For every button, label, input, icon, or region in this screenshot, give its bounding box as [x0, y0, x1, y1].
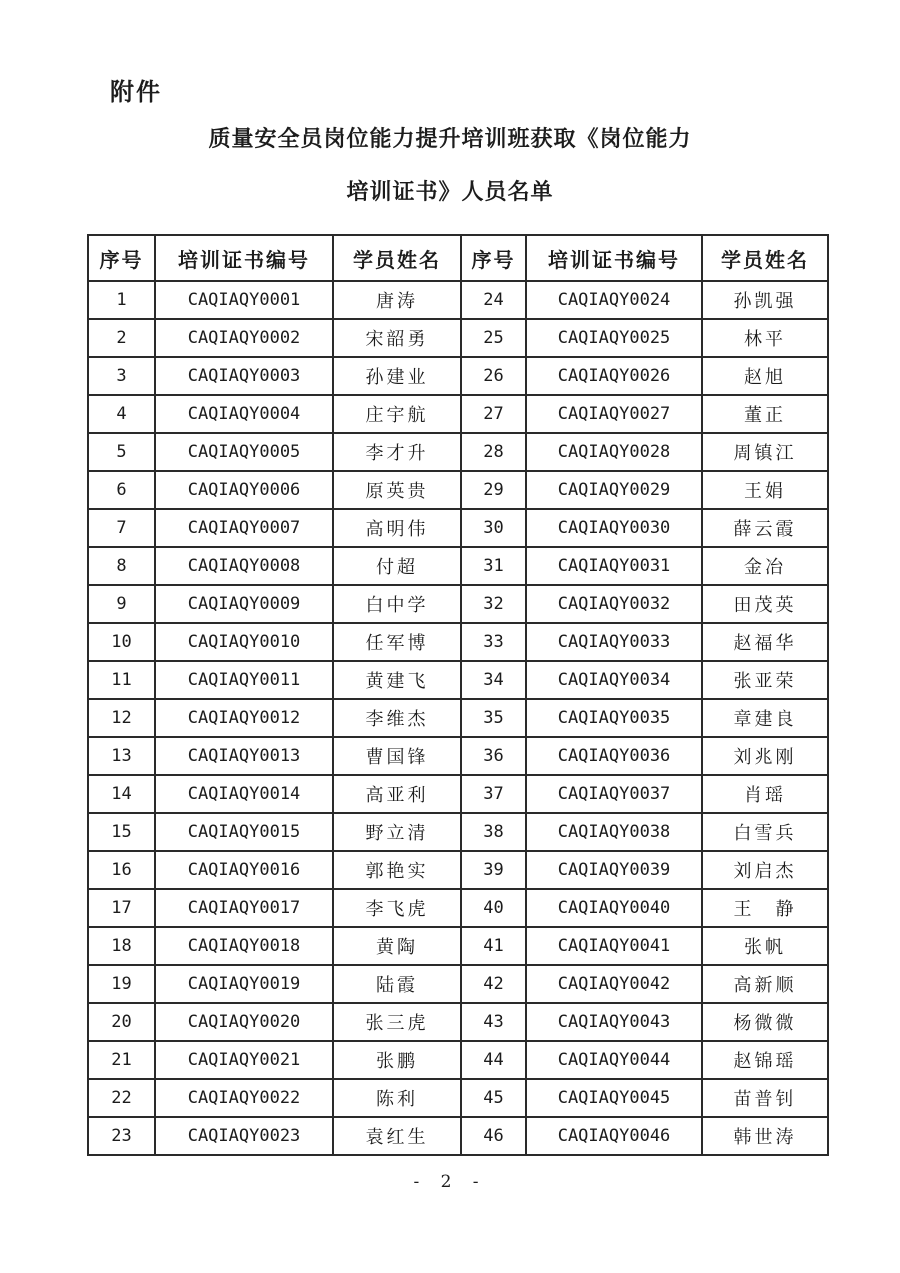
name-cell-right: 周镇江: [702, 433, 828, 471]
name-cell-right: 刘兆刚: [702, 737, 828, 775]
name-cell-left: 高亚利: [333, 775, 461, 813]
name-cell-right: 高新顺: [702, 965, 828, 1003]
certificate-cell-left: CAQIAQY0005: [155, 433, 333, 471]
certificate-cell-left: CAQIAQY0023: [155, 1117, 333, 1155]
serial-cell-left: 13: [88, 737, 155, 775]
certificate-cell-left: CAQIAQY0017: [155, 889, 333, 927]
table-row: [88, 433, 828, 471]
certificate-cell-left: CAQIAQY0019: [155, 965, 333, 1003]
table-row: [88, 699, 828, 737]
certificate-cell-right: CAQIAQY0038: [526, 813, 702, 851]
table-row: [88, 965, 828, 1003]
certificate-cell-left: CAQIAQY0001: [155, 281, 333, 319]
serial-cell-right: 40: [461, 889, 526, 927]
serial-cell-left: 6: [88, 471, 155, 509]
column-header-certificate-left: 培训证书编号: [155, 235, 333, 281]
name-cell-right: 韩世涛: [702, 1117, 828, 1155]
certificate-cell-left: CAQIAQY0010: [155, 623, 333, 661]
certificate-cell-right: CAQIAQY0037: [526, 775, 702, 813]
page-number: - 2 -: [413, 1172, 487, 1192]
attachment-label: 附件: [110, 79, 162, 106]
serial-cell-left: 1: [88, 281, 155, 319]
certificate-cell-right: CAQIAQY0043: [526, 1003, 702, 1041]
serial-cell-left: 16: [88, 851, 155, 889]
name-cell-left: 高明伟: [333, 509, 461, 547]
certificate-cell-left: CAQIAQY0008: [155, 547, 333, 585]
serial-cell-right: 27: [461, 395, 526, 433]
serial-cell-right: 29: [461, 471, 526, 509]
table-row: [88, 281, 828, 319]
name-cell-left: 黄建飞: [333, 661, 461, 699]
name-cell-left: 庄宇航: [333, 395, 461, 433]
roster-table: [87, 234, 829, 1156]
name-cell-right: 张帆: [702, 927, 828, 965]
name-cell-right: 王娟: [702, 471, 828, 509]
table-row: [88, 1079, 828, 1117]
certificate-cell-left: CAQIAQY0015: [155, 813, 333, 851]
certificate-cell-right: CAQIAQY0033: [526, 623, 702, 661]
name-cell-right: 董正: [702, 395, 828, 433]
serial-cell-left: 9: [88, 585, 155, 623]
name-cell-right: 苗普钊: [702, 1079, 828, 1117]
column-header-name-left: 学员姓名: [333, 235, 461, 281]
serial-cell-right: 31: [461, 547, 526, 585]
serial-cell-right: 41: [461, 927, 526, 965]
serial-cell-right: 44: [461, 1041, 526, 1079]
table-row: [88, 889, 828, 927]
name-cell-right: 白雪兵: [702, 813, 828, 851]
certificate-cell-right: CAQIAQY0030: [526, 509, 702, 547]
name-cell-right: 章建良: [702, 699, 828, 737]
serial-cell-left: 14: [88, 775, 155, 813]
serial-cell-left: 3: [88, 357, 155, 395]
serial-cell-left: 12: [88, 699, 155, 737]
name-cell-right: 刘启杰: [702, 851, 828, 889]
serial-cell-left: 11: [88, 661, 155, 699]
name-cell-left: 郭艳实: [333, 851, 461, 889]
serial-cell-left: 17: [88, 889, 155, 927]
serial-cell-right: 26: [461, 357, 526, 395]
name-cell-left: 李飞虎: [333, 889, 461, 927]
name-cell-left: 孙建业: [333, 357, 461, 395]
name-cell-left: 黄陶: [333, 927, 461, 965]
serial-cell-right: 28: [461, 433, 526, 471]
name-cell-right: 林平: [702, 319, 828, 357]
certificate-cell-right: CAQIAQY0046: [526, 1117, 702, 1155]
table-row: [88, 471, 828, 509]
table-row: [88, 585, 828, 623]
serial-cell-right: 30: [461, 509, 526, 547]
name-cell-left: 张鹏: [333, 1041, 461, 1079]
table-row: [88, 623, 828, 661]
table-row: [88, 547, 828, 585]
name-cell-left: 陈利: [333, 1079, 461, 1117]
name-cell-left: 付超: [333, 547, 461, 585]
table-row: [88, 737, 828, 775]
name-cell-left: 曹国锋: [333, 737, 461, 775]
table-row: [88, 813, 828, 851]
certificate-cell-left: CAQIAQY0020: [155, 1003, 333, 1041]
serial-cell-right: 45: [461, 1079, 526, 1117]
roster-table-body: [88, 281, 828, 1155]
serial-cell-right: 35: [461, 699, 526, 737]
certificate-cell-left: CAQIAQY0006: [155, 471, 333, 509]
certificate-cell-left: CAQIAQY0009: [155, 585, 333, 623]
certificate-cell-right: CAQIAQY0028: [526, 433, 702, 471]
serial-cell-right: 37: [461, 775, 526, 813]
column-header-serial-right: 序号: [461, 235, 526, 281]
certificate-cell-left: CAQIAQY0022: [155, 1079, 333, 1117]
table-row: [88, 509, 828, 547]
certificate-cell-left: CAQIAQY0003: [155, 357, 333, 395]
certificate-cell-right: CAQIAQY0041: [526, 927, 702, 965]
serial-cell-left: 10: [88, 623, 155, 661]
serial-cell-left: 4: [88, 395, 155, 433]
certificate-cell-left: CAQIAQY0018: [155, 927, 333, 965]
serial-cell-left: 19: [88, 965, 155, 1003]
certificate-cell-right: CAQIAQY0044: [526, 1041, 702, 1079]
name-cell-right: 金冶: [702, 547, 828, 585]
name-cell-right: 张亚荣: [702, 661, 828, 699]
certificate-cell-left: CAQIAQY0012: [155, 699, 333, 737]
certificate-cell-left: CAQIAQY0007: [155, 509, 333, 547]
table-row: [88, 775, 828, 813]
table-row: [88, 357, 828, 395]
name-cell-left: 张三虎: [333, 1003, 461, 1041]
name-cell-right: 田茂英: [702, 585, 828, 623]
name-cell-left: 野立清: [333, 813, 461, 851]
name-cell-left: 李维杰: [333, 699, 461, 737]
certificate-cell-left: CAQIAQY0016: [155, 851, 333, 889]
serial-cell-right: 46: [461, 1117, 526, 1155]
column-header-serial-left: 序号: [88, 235, 155, 281]
certificate-cell-right: CAQIAQY0031: [526, 547, 702, 585]
serial-cell-right: 34: [461, 661, 526, 699]
name-cell-left: 唐涛: [333, 281, 461, 319]
serial-cell-right: 36: [461, 737, 526, 775]
serial-cell-left: 22: [88, 1079, 155, 1117]
certificate-cell-right: CAQIAQY0035: [526, 699, 702, 737]
name-cell-right: 薛云霞: [702, 509, 828, 547]
certificate-cell-right: CAQIAQY0045: [526, 1079, 702, 1117]
serial-cell-left: 5: [88, 433, 155, 471]
name-cell-right: 赵锦瑶: [702, 1041, 828, 1079]
name-cell-right: 赵旭: [702, 357, 828, 395]
table-row: [88, 927, 828, 965]
table-row: [88, 1003, 828, 1041]
name-cell-right: 赵福华: [702, 623, 828, 661]
certificate-cell-right: CAQIAQY0029: [526, 471, 702, 509]
roster-table-header: [88, 235, 828, 281]
table-row: [88, 395, 828, 433]
name-cell-left: 袁红生: [333, 1117, 461, 1155]
name-cell-left: 任军博: [333, 623, 461, 661]
document-title-line-1: 质量安全员岗位能力提升培训班获取《岗位能力: [208, 126, 692, 151]
certificate-cell-right: CAQIAQY0042: [526, 965, 702, 1003]
certificate-cell-right: CAQIAQY0025: [526, 319, 702, 357]
certificate-cell-right: CAQIAQY0026: [526, 357, 702, 395]
document-title: [0, 124, 900, 207]
name-cell-right: 孙凯强: [702, 281, 828, 319]
certificate-cell-left: CAQIAQY0004: [155, 395, 333, 433]
name-cell-right: 杨微微: [702, 1003, 828, 1041]
certificate-cell-left: CAQIAQY0011: [155, 661, 333, 699]
table-row: [88, 319, 828, 357]
column-header-name-right: 学员姓名: [702, 235, 828, 281]
serial-cell-left: 23: [88, 1117, 155, 1155]
column-header-certificate-right: 培训证书编号: [526, 235, 702, 281]
serial-cell-right: 24: [461, 281, 526, 319]
table-row: [88, 1041, 828, 1079]
serial-cell-left: 2: [88, 319, 155, 357]
serial-cell-right: 33: [461, 623, 526, 661]
serial-cell-left: 20: [88, 1003, 155, 1041]
name-cell-left: 原英贵: [333, 471, 461, 509]
certificate-cell-left: CAQIAQY0014: [155, 775, 333, 813]
serial-cell-left: 21: [88, 1041, 155, 1079]
certificate-cell-left: CAQIAQY0021: [155, 1041, 333, 1079]
name-cell-left: 白中学: [333, 585, 461, 623]
serial-cell-left: 18: [88, 927, 155, 965]
serial-cell-right: 42: [461, 965, 526, 1003]
serial-cell-right: 32: [461, 585, 526, 623]
table-row: [88, 851, 828, 889]
name-cell-left: 宋韶勇: [333, 319, 461, 357]
certificate-cell-right: CAQIAQY0039: [526, 851, 702, 889]
document-title-line-2: 培训证书》人员名单: [346, 179, 554, 204]
name-cell-right: 肖瑶: [702, 775, 828, 813]
name-cell-left: 李才升: [333, 433, 461, 471]
serial-cell-right: 25: [461, 319, 526, 357]
table-row: [88, 1117, 828, 1155]
certificate-cell-left: CAQIAQY0013: [155, 737, 333, 775]
serial-cell-left: 8: [88, 547, 155, 585]
certificate-cell-right: CAQIAQY0027: [526, 395, 702, 433]
name-cell-left: 陆霞: [333, 965, 461, 1003]
serial-cell-right: 38: [461, 813, 526, 851]
name-cell-right: 王 静: [702, 889, 828, 927]
table-row: [88, 661, 828, 699]
certificate-cell-right: CAQIAQY0036: [526, 737, 702, 775]
certificate-cell-right: CAQIAQY0040: [526, 889, 702, 927]
certificate-cell-right: CAQIAQY0032: [526, 585, 702, 623]
certificate-cell-right: CAQIAQY0034: [526, 661, 702, 699]
serial-cell-left: 7: [88, 509, 155, 547]
serial-cell-right: 43: [461, 1003, 526, 1041]
certificate-cell-right: CAQIAQY0024: [526, 281, 702, 319]
serial-cell-right: 39: [461, 851, 526, 889]
certificate-cell-left: CAQIAQY0002: [155, 319, 333, 357]
header-row: [88, 235, 828, 281]
serial-cell-left: 15: [88, 813, 155, 851]
